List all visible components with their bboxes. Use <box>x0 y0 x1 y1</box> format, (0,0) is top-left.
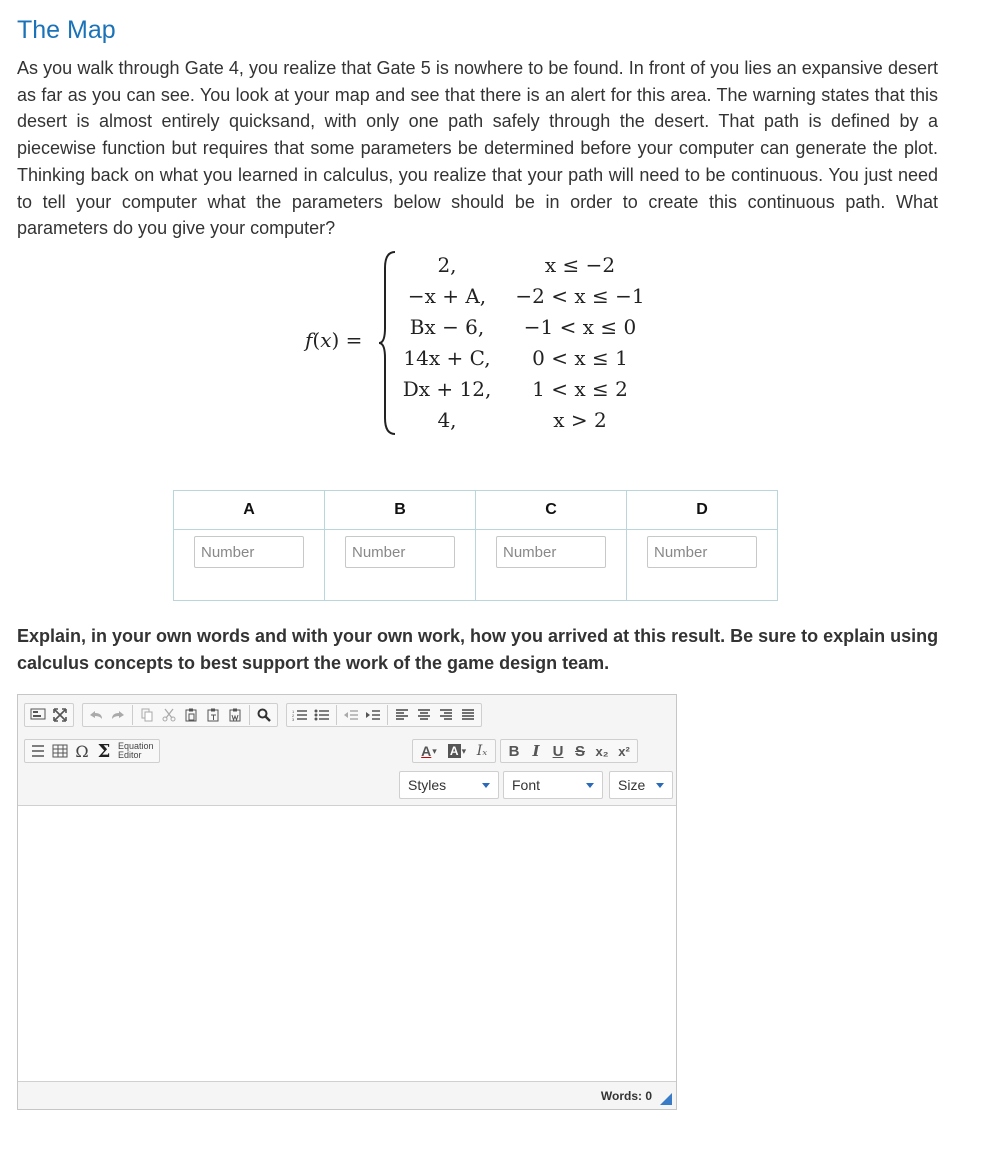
case-expression: −x + A, <box>407 284 487 308</box>
copy-icon[interactable] <box>136 704 158 726</box>
justify-icon[interactable] <box>457 704 479 726</box>
case-condition: x > 2 <box>553 408 607 432</box>
answer-b-input[interactable] <box>345 536 455 568</box>
paste-word-icon[interactable] <box>224 704 246 726</box>
source-icon[interactable] <box>27 704 49 726</box>
bold-button[interactable]: B <box>508 742 520 760</box>
header-b: B <box>325 491 476 530</box>
case-condition: −1 < x ≤ 0 <box>523 315 637 339</box>
explain-prompt: Explain, in your own words and with your own work, how you arrived at this result. Be sure to explain using calculus concepts to best support the work of the game design team. <box>17 626 939 673</box>
function-lhs: f(x) = <box>305 328 363 352</box>
case-expression: 2, <box>437 253 457 277</box>
answer-a-input[interactable] <box>194 536 304 568</box>
font-color-button[interactable]: A ▾ <box>421 743 437 759</box>
chevron-down-icon <box>586 783 594 788</box>
answer-d-input[interactable] <box>647 536 757 568</box>
align-center-icon[interactable] <box>413 704 435 726</box>
case-condition: 0 < x ≤ 1 <box>532 346 628 370</box>
svg-text:1: 1 <box>292 709 295 714</box>
svg-text:3: 3 <box>292 717 295 721</box>
subscript-button[interactable]: x₂ <box>595 743 609 759</box>
svg-text:2: 2 <box>292 713 295 718</box>
italic-button[interactable]: I <box>532 742 540 760</box>
numbered-list-icon[interactable] <box>289 704 311 726</box>
align-left-icon[interactable] <box>391 704 413 726</box>
answer-c-input[interactable] <box>496 536 606 568</box>
rich-text-editor <box>17 694 677 1110</box>
maximize-icon[interactable] <box>49 704 71 726</box>
table-icon[interactable] <box>49 740 71 762</box>
case-expression: 14x + C, <box>403 346 491 370</box>
underline-button[interactable]: U <box>552 742 564 760</box>
background-color-button[interactable]: A ▾ <box>449 744 467 758</box>
undo-icon[interactable] <box>85 704 107 726</box>
superscript-button[interactable]: x² <box>618 743 630 759</box>
editor-content-area[interactable] <box>18 805 676 1082</box>
font-dropdown[interactable]: Font <box>503 771 603 799</box>
intro-paragraph: As you walk through Gate 4, you realize that Gate 5 is nowhere to be found. In front of you lies an expansive desert as far as you can see. You look at your map and see that there is an alert for this area. The warning states that this desert is almost entirely quicksand, with only one path safely through the desert. That path is defined by a piecewise function but requires that some parameters be determined before your computer can generate the plot. Thinking back on what you learned in calculus, you realize that your path will need to be continuous. You just need to tell your computer what the parameters below should be in order to create this continuous path. What parameters do you give your computer? <box>17 58 938 239</box>
piecewise-function <box>300 248 660 438</box>
styles-dropdown[interactable]: Styles <box>399 771 499 799</box>
case-expression: Bx − 6, <box>409 315 485 339</box>
bulleted-list-icon[interactable] <box>311 704 333 726</box>
remove-format-button[interactable]: Iₓ <box>476 743 488 759</box>
header-c: C <box>476 491 627 530</box>
cell-c <box>476 530 627 601</box>
paste-icon[interactable] <box>180 704 202 726</box>
special-char-icon[interactable]: Ω <box>75 741 89 761</box>
outdent-icon[interactable] <box>340 704 362 726</box>
word-count: Words: 0 <box>600 1089 652 1103</box>
equation-editor-button[interactable]: Equation Editor <box>118 741 154 760</box>
case-condition: −2 < x ≤ −1 <box>515 284 645 308</box>
case-condition: x ≤ −2 <box>544 253 616 277</box>
header-a: A <box>174 491 325 530</box>
equation-sigma-icon[interactable]: Σ <box>97 740 111 762</box>
horizontal-line-icon[interactable] <box>27 740 49 762</box>
align-right-icon[interactable] <box>435 704 457 726</box>
cut-icon[interactable] <box>158 704 180 726</box>
case-expression: 4, <box>437 408 457 432</box>
paste-text-icon[interactable] <box>202 704 224 726</box>
size-dropdown[interactable]: Size <box>609 771 673 799</box>
resize-handle-icon[interactable] <box>660 1093 672 1105</box>
header-d: D <box>627 491 778 530</box>
indent-icon[interactable] <box>362 704 384 726</box>
cell-b <box>325 530 476 601</box>
cell-a <box>174 530 325 601</box>
page-title: The Map <box>17 16 116 44</box>
case-expression: Dx + 12, <box>402 377 492 401</box>
redo-icon[interactable] <box>107 704 129 726</box>
cell-d <box>627 530 778 601</box>
case-condition: 1 < x ≤ 2 <box>532 377 628 401</box>
search-icon[interactable] <box>253 704 275 726</box>
chevron-down-icon <box>656 783 664 788</box>
chevron-down-icon <box>482 783 490 788</box>
answer-table <box>173 490 778 601</box>
strikethrough-button[interactable]: S <box>574 742 585 760</box>
